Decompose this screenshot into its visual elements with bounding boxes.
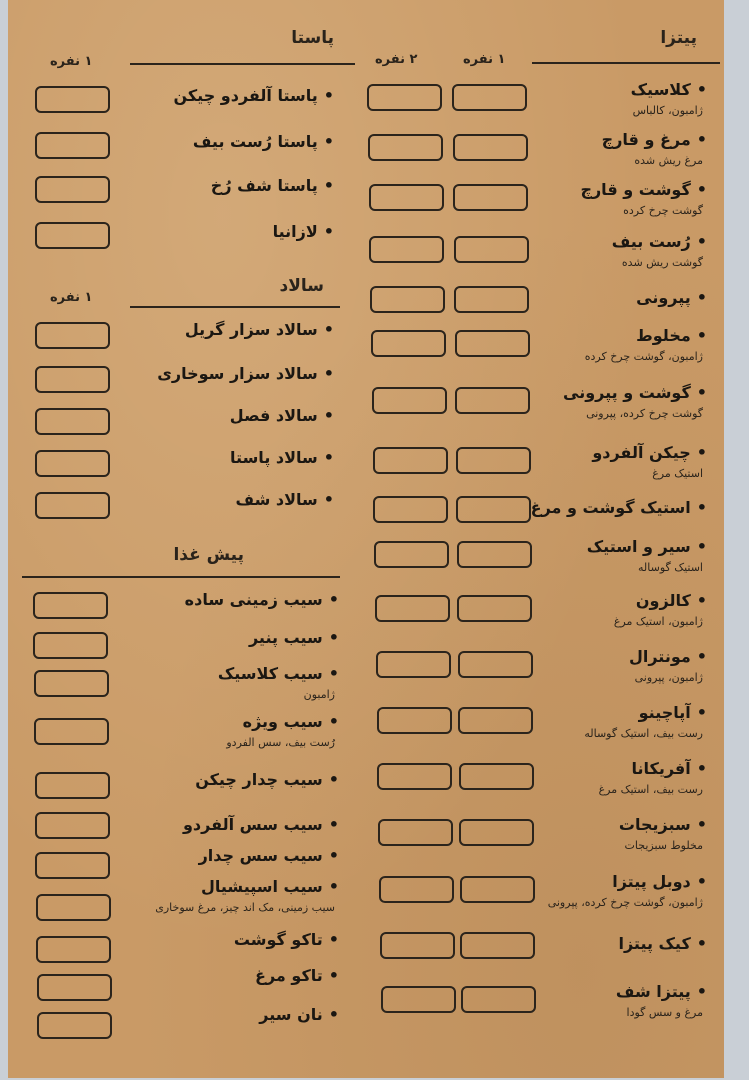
qty-box-1-person[interactable] bbox=[455, 387, 530, 414]
pasta-item bbox=[173, 86, 334, 105]
pizza-item bbox=[616, 982, 707, 1001]
appetizer-item bbox=[218, 664, 339, 683]
qty-box-1-person[interactable] bbox=[35, 812, 110, 839]
qty-box-2-person[interactable] bbox=[380, 932, 455, 959]
qty-box-1-person[interactable] bbox=[34, 718, 109, 745]
pizza-item bbox=[632, 759, 707, 778]
salad-header-rule bbox=[130, 306, 340, 308]
item-name: لازانیا bbox=[272, 222, 318, 241]
qty-box-2-person[interactable] bbox=[377, 763, 452, 790]
qty-header-1-person: ۱ نفره bbox=[463, 52, 506, 67]
bullet-dot: • bbox=[696, 982, 707, 1001]
qty-box-1-person[interactable] bbox=[457, 541, 532, 568]
appetizer-item bbox=[185, 590, 339, 609]
qty-box-1-person[interactable] bbox=[35, 772, 110, 799]
qty-box-1-person[interactable] bbox=[34, 670, 109, 697]
salad-item bbox=[230, 448, 334, 467]
pasta-item bbox=[193, 132, 334, 151]
item-name: کلاسیک bbox=[630, 80, 691, 99]
bullet-dot: • bbox=[696, 443, 707, 462]
pasta-item bbox=[273, 222, 334, 241]
appetizer-item bbox=[243, 712, 339, 731]
bullet-dot: • bbox=[696, 383, 707, 402]
bullet-dot: • bbox=[696, 498, 707, 517]
item-description: رست بیف، استیک مرغ bbox=[598, 783, 703, 796]
qty-box-1-person[interactable] bbox=[453, 134, 528, 161]
bullet-dot: • bbox=[323, 448, 334, 467]
qty-box-1-person[interactable] bbox=[35, 492, 110, 519]
bullet-dot: • bbox=[696, 815, 707, 834]
appetizer-item bbox=[255, 966, 339, 985]
item-description: رُست بیف، سس الفردو bbox=[226, 736, 335, 749]
pasta-item bbox=[211, 176, 334, 195]
item-name: سالاد پاستا bbox=[230, 448, 318, 467]
item-name: سالاد سزار سوخاری bbox=[157, 364, 318, 383]
pizza-item bbox=[592, 443, 707, 462]
qty-box-1-person[interactable] bbox=[37, 1012, 112, 1039]
item-name: سیب کلاسیک bbox=[217, 664, 323, 683]
item-name: سیب ویژه bbox=[242, 712, 323, 731]
bullet-dot: • bbox=[696, 130, 707, 149]
qty-box-1-person[interactable] bbox=[454, 236, 529, 263]
section-title-pizza: پیتزا bbox=[660, 28, 697, 48]
bullet-dot: • bbox=[323, 86, 334, 105]
item-description: رست بیف، استیک گوساله bbox=[584, 727, 703, 740]
qty-box-1-person[interactable] bbox=[37, 974, 112, 1001]
pizza-item bbox=[629, 647, 707, 666]
pizza-item bbox=[580, 180, 707, 199]
item-description: ژامبون، گوشت چرخ کرده، پپرونی bbox=[547, 896, 703, 909]
qty-box-1-person[interactable] bbox=[35, 322, 110, 349]
item-name: سیر و استیک bbox=[586, 537, 691, 556]
item-name: مونترال bbox=[628, 647, 691, 666]
qty-box-1-person[interactable] bbox=[456, 496, 531, 523]
item-name: کیک پیتزا bbox=[618, 934, 691, 953]
pizza-header-rule bbox=[532, 62, 720, 64]
item-name: سالاد شف bbox=[235, 490, 318, 509]
qty-box-1-person[interactable] bbox=[455, 330, 530, 357]
qty-box-2-person[interactable] bbox=[375, 595, 450, 622]
qty-header-2-person: ۲ نفره bbox=[375, 52, 418, 67]
item-name: پیتزا شف bbox=[615, 982, 691, 1001]
item-name: سیب چدار چیکن bbox=[195, 770, 323, 789]
qty-box-1-person[interactable] bbox=[452, 84, 527, 111]
pizza-item bbox=[639, 703, 707, 722]
qty-box-1-person[interactable] bbox=[35, 222, 110, 249]
pizza-item bbox=[636, 591, 707, 610]
qty-box-2-person[interactable] bbox=[369, 184, 444, 211]
qty-box-1-person[interactable] bbox=[35, 132, 110, 159]
section-title-appetizer: پیش غذا bbox=[173, 545, 244, 565]
appetizer-header-rule bbox=[22, 576, 340, 578]
bullet-dot: • bbox=[696, 180, 707, 199]
item-name: پاستا آلفردو چیکن bbox=[173, 86, 318, 105]
qty-box-2-person[interactable] bbox=[381, 986, 456, 1013]
item-description: ژامبون، کالباس bbox=[632, 104, 703, 117]
qty-header-1-person: ۱ نفره bbox=[50, 290, 93, 305]
item-name: سالاد فصل bbox=[229, 406, 318, 425]
item-name: سیب سس آلفردو bbox=[182, 815, 323, 834]
item-name: استیک گوشت و مرغ bbox=[530, 498, 691, 517]
qty-box-2-person[interactable] bbox=[379, 876, 454, 903]
qty-box-1-person[interactable] bbox=[35, 852, 110, 879]
item-name: گوشت و پپرونی bbox=[563, 383, 691, 402]
qty-box-1-person[interactable] bbox=[460, 932, 535, 959]
qty-box-1-person[interactable] bbox=[458, 707, 533, 734]
qty-box-1-person[interactable] bbox=[33, 592, 108, 619]
qty-box-1-person[interactable] bbox=[33, 632, 108, 659]
qty-box-2-person[interactable] bbox=[372, 387, 447, 414]
item-description: سیب زمینی، مک اند چیز، مرغ سوخاری bbox=[155, 901, 335, 914]
qty-box-1-person[interactable] bbox=[459, 819, 534, 846]
pizza-item bbox=[612, 232, 707, 251]
bullet-dot: • bbox=[328, 770, 339, 789]
item-name: سیب سس چدار bbox=[198, 846, 323, 865]
pizza-item bbox=[636, 288, 707, 307]
bullet-dot: • bbox=[696, 232, 707, 251]
bullet-dot: • bbox=[328, 846, 339, 865]
qty-box-2-person[interactable] bbox=[369, 236, 444, 263]
pizza-item bbox=[619, 815, 707, 834]
qty-box-1-person[interactable] bbox=[460, 876, 535, 903]
bullet-dot: • bbox=[696, 872, 707, 891]
bullet-dot: • bbox=[328, 590, 339, 609]
qty-box-2-person[interactable] bbox=[374, 541, 449, 568]
qty-box-1-person[interactable] bbox=[35, 176, 110, 203]
pizza-item bbox=[531, 498, 707, 517]
pizza-item bbox=[563, 383, 707, 402]
qty-box-1-person[interactable] bbox=[456, 447, 531, 474]
qty-box-2-person[interactable] bbox=[373, 496, 448, 523]
bullet-dot: • bbox=[328, 1005, 339, 1024]
qty-box-2-person[interactable] bbox=[378, 819, 453, 846]
bullet-dot: • bbox=[696, 703, 707, 722]
item-description: مرغ ریش شده bbox=[634, 154, 703, 167]
bullet-dot: • bbox=[328, 664, 339, 683]
bullet-dot: • bbox=[696, 647, 707, 666]
qty-box-1-person[interactable] bbox=[458, 651, 533, 678]
item-description: ژامبون، گوشت چرخ کرده bbox=[584, 350, 703, 363]
appetizer-item bbox=[199, 846, 339, 865]
qty-box-1-person[interactable] bbox=[35, 366, 110, 393]
qty-box-2-person[interactable] bbox=[368, 134, 443, 161]
bullet-dot: • bbox=[696, 759, 707, 778]
bullet-dot: • bbox=[696, 934, 707, 953]
item-name: نان سیر bbox=[259, 1005, 323, 1024]
bullet-dot: • bbox=[328, 815, 339, 834]
item-description: ژامبون، پپرونی bbox=[634, 671, 703, 684]
item-description: استیک گوساله bbox=[638, 561, 703, 574]
bullet-dot: • bbox=[696, 80, 707, 99]
item-name: سبزیجات bbox=[618, 815, 691, 834]
item-description: گوشت چرخ کرده bbox=[623, 204, 703, 217]
item-name: گوشت و قارچ bbox=[580, 180, 691, 199]
bullet-dot: • bbox=[328, 712, 339, 731]
bullet-dot: • bbox=[323, 222, 334, 241]
appetizer-item bbox=[234, 930, 339, 949]
bullet-dot: • bbox=[328, 877, 339, 896]
qty-box-1-person[interactable] bbox=[454, 286, 529, 313]
qty-box-2-person[interactable] bbox=[377, 707, 452, 734]
qty-box-1-person[interactable] bbox=[453, 184, 528, 211]
bullet-dot: • bbox=[696, 288, 707, 307]
appetizer-item bbox=[183, 815, 339, 834]
qty-box-1-person[interactable] bbox=[36, 894, 111, 921]
item-name: تاکو گوشت bbox=[233, 930, 323, 949]
bullet-dot: • bbox=[696, 591, 707, 610]
section-title-salad: سالاد bbox=[279, 276, 324, 296]
section-title-pasta: پاستا bbox=[291, 28, 334, 48]
bullet-dot: • bbox=[696, 326, 707, 345]
item-description: ژامبون، استیک مرغ bbox=[613, 615, 703, 628]
qty-box-1-person[interactable] bbox=[35, 86, 110, 113]
bullet-dot: • bbox=[323, 490, 334, 509]
bullet-dot: • bbox=[323, 176, 334, 195]
bullet-dot: • bbox=[323, 406, 334, 425]
appetizer-item bbox=[195, 770, 339, 789]
pizza-item bbox=[612, 872, 707, 891]
item-name: پاستا رُست بیف bbox=[192, 132, 318, 151]
qty-box-2-person[interactable] bbox=[370, 286, 445, 313]
appetizer-item bbox=[259, 1005, 339, 1024]
item-name: پپرونی bbox=[636, 288, 691, 307]
qty-box-1-person[interactable] bbox=[35, 450, 110, 477]
item-name: سیب اسپیشیال bbox=[201, 877, 323, 896]
item-name: آپاچینو bbox=[638, 703, 691, 722]
item-description: گوشت ریش شده bbox=[621, 256, 703, 269]
item-name: پاستا شف رُخ bbox=[210, 176, 318, 195]
pizza-item bbox=[602, 130, 707, 149]
qty-box-2-person[interactable] bbox=[367, 84, 442, 111]
qty-box-1-person[interactable] bbox=[461, 986, 536, 1013]
item-description: مرغ و سس گودا bbox=[626, 1006, 703, 1019]
pizza-item bbox=[636, 326, 707, 345]
bullet-dot: • bbox=[323, 132, 334, 151]
item-name: مرغ و قارچ bbox=[601, 130, 691, 149]
appetizer-item bbox=[249, 628, 339, 647]
pasta-header-rule bbox=[130, 63, 355, 65]
bullet-dot: • bbox=[328, 930, 339, 949]
qty-box-1-person[interactable] bbox=[36, 936, 111, 963]
qty-box-1-person[interactable] bbox=[459, 763, 534, 790]
item-name: رُست بیف bbox=[611, 232, 691, 251]
appetizer-item bbox=[201, 877, 339, 896]
bullet-dot: • bbox=[323, 364, 334, 383]
item-name: تاکو مرغ bbox=[255, 966, 323, 985]
qty-box-1-person[interactable] bbox=[457, 595, 532, 622]
item-description: ژامبون bbox=[303, 688, 335, 701]
salad-item bbox=[236, 490, 334, 509]
item-name: کالزون bbox=[635, 591, 691, 610]
bullet-dot: • bbox=[323, 320, 334, 339]
item-name: سیب زمینی ساده bbox=[184, 590, 323, 609]
item-description: گوشت چرخ کرده، پپرونی bbox=[586, 407, 703, 420]
pizza-item bbox=[618, 934, 707, 953]
item-name: دوبل پیتزا bbox=[612, 872, 691, 891]
bullet-dot: • bbox=[696, 537, 707, 556]
item-name: سالاد سزار گریل bbox=[184, 320, 318, 339]
item-name: مخلوط bbox=[636, 326, 691, 345]
qty-box-1-person[interactable] bbox=[35, 408, 110, 435]
qty-box-2-person[interactable] bbox=[373, 447, 448, 474]
qty-box-2-person[interactable] bbox=[376, 651, 451, 678]
salad-item bbox=[185, 320, 334, 339]
item-name: آفریکانا bbox=[631, 759, 691, 778]
salad-item bbox=[230, 406, 334, 425]
bullet-dot: • bbox=[328, 966, 339, 985]
pizza-item bbox=[587, 537, 707, 556]
qty-header-1-person: ۱ نفره bbox=[50, 54, 93, 69]
item-name: سیب پنیر bbox=[248, 628, 323, 647]
pizza-item bbox=[631, 80, 707, 99]
salad-item bbox=[157, 364, 334, 383]
item-name: چیکن آلفردو bbox=[592, 443, 691, 462]
bullet-dot: • bbox=[328, 628, 339, 647]
item-description: مخلوط سبزیجات bbox=[624, 839, 703, 852]
item-description: استیک مرغ bbox=[652, 467, 703, 480]
qty-box-2-person[interactable] bbox=[371, 330, 446, 357]
